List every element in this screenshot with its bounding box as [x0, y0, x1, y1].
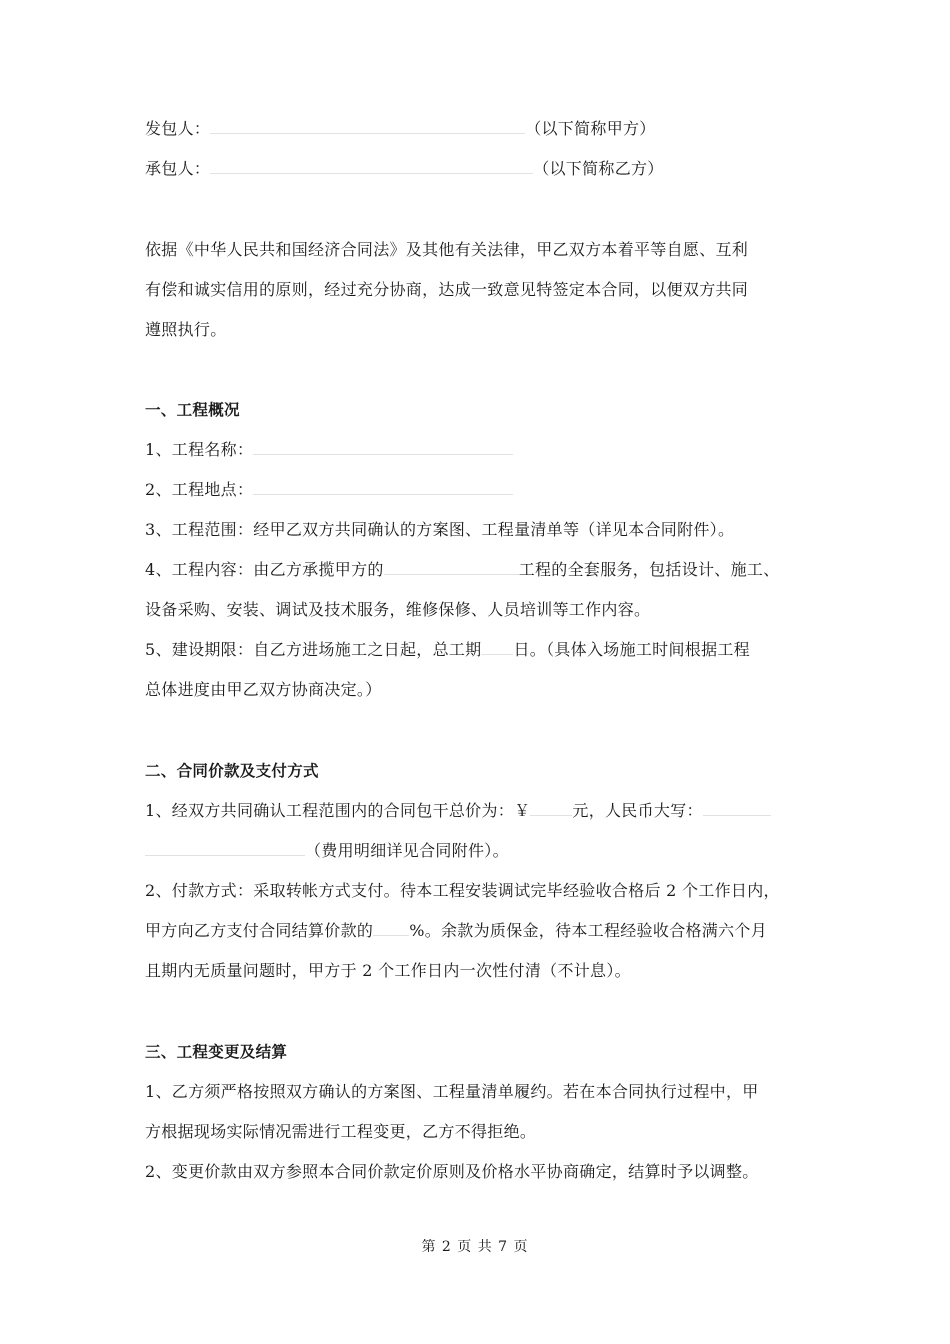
contract-price-text-c: （费用明细详见合同附件）。 — [305, 841, 509, 860]
project-name-field[interactable] — [253, 440, 513, 455]
project-name-label: 1、工程名称： — [145, 440, 254, 459]
payment-method-text-b: 甲方向乙方支付合同结算价款的 — [145, 921, 374, 940]
party-a-label: 发包人： — [145, 119, 211, 138]
party-a-note: （以下简称甲方） — [525, 119, 656, 138]
party-b-label: 承包人： — [145, 159, 211, 178]
payment-method-line-2 — [145, 921, 767, 941]
contract-price-words-field-2[interactable] — [145, 841, 305, 856]
preamble-line-3: 遵照执行。 — [145, 320, 227, 339]
section-3-heading: 三、工程变更及结算 — [145, 1043, 288, 1061]
party-b-name-field[interactable] — [210, 159, 533, 174]
construction-days-field[interactable] — [481, 640, 513, 655]
project-location-line — [145, 480, 513, 500]
preamble-line-2: 有偿和诚实信用的原则，经过充分协商，达成一致意见特签定本合同，以便双方共同 — [145, 280, 749, 299]
change-clause-line-2: 方根据现场实际情况需进行工程变更，乙方不得拒绝。 — [145, 1122, 537, 1141]
payment-method-line-3: 且期内无质量问题时，甲方于 2 个工作日内一次性付清（不计息）。 — [145, 961, 631, 980]
project-location-label: 2、工程地点： — [145, 480, 254, 499]
party-b-line — [145, 159, 664, 179]
payment-method-line: 2、付款方式：采取转帐方式支付。待本工程安装调试完毕经验收合格后 2 个工作日内， — [145, 881, 780, 900]
contract-price-text-b: 元，人民币大写： — [572, 801, 703, 820]
party-a-line — [145, 119, 656, 139]
project-content-line — [145, 560, 780, 580]
project-content-field[interactable] — [384, 560, 519, 575]
page-number: 第 2 页 共 7 页 — [421, 1239, 529, 1255]
section-1-heading: 一、工程概况 — [145, 401, 240, 419]
contract-price-text-a: 1、经双方共同确认工程范围内的合同包干总价为：￥ — [145, 801, 531, 820]
project-content-text-a: 4、工程内容：由乙方承揽甲方的 — [145, 560, 384, 579]
contract-price-words-field[interactable] — [703, 801, 771, 816]
change-clause-line-1: 1、乙方须严格按照双方确认的方案图、工程量清单履约。若在本合同执行过程中，甲 — [145, 1082, 759, 1101]
party-a-name-field[interactable] — [210, 119, 525, 134]
construction-period-line-2: 总体进度由甲乙双方协商决定。） — [145, 680, 382, 699]
change-price-line: 2、变更价款由双方参照本合同价款定价原则及价格水平协商确定，结算时予以调整。 — [145, 1162, 759, 1181]
section-2-heading: 二、合同价款及支付方式 — [145, 762, 319, 780]
project-content-line-2: 设备采购、安装、调试及技术服务，维修保修、人员培训等工作内容。 — [145, 600, 651, 619]
construction-period-line — [145, 640, 750, 660]
payment-method-text-c: %。余款为质保金，待本工程经验收合格满六个月 — [409, 921, 768, 940]
construction-period-text-a: 5、建设期限：自乙方进场施工之日起，总工期 — [145, 640, 482, 659]
contract-price-amount-field[interactable] — [530, 801, 572, 816]
construction-period-text-b: 日。（具体入场施工时间根据工程 — [513, 640, 750, 659]
preamble-line-1: 依据《中华人民共和国经济合同法》及其他有关法律，甲乙双方本着平等自愿、互利 — [145, 240, 749, 259]
project-content-text-b: 工程的全套服务，包括设计、施工、 — [518, 560, 780, 579]
project-scope-line: 3、工程范围：经甲乙双方共同确认的方案图、工程量清单等（详见本合同附件）。 — [145, 520, 735, 539]
party-b-note: （以下简称乙方） — [533, 159, 664, 178]
project-name-line — [145, 440, 513, 460]
contract-price-line-2 — [145, 841, 509, 861]
project-location-field[interactable] — [253, 480, 513, 495]
contract-price-line — [145, 801, 771, 821]
payment-percent-field[interactable] — [373, 921, 409, 936]
